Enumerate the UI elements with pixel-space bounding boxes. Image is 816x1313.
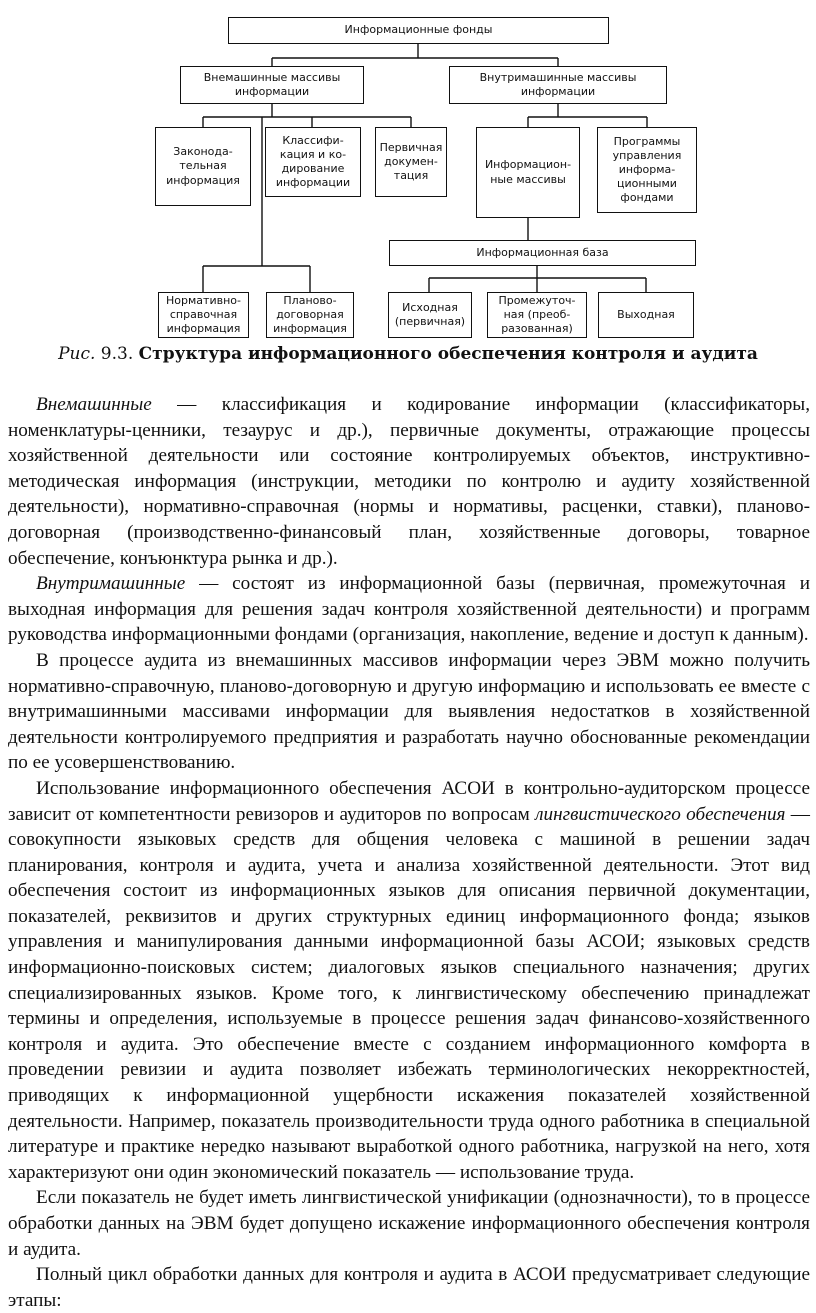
- paragraph: [8, 571, 810, 648]
- figure-caption: [0, 344, 816, 364]
- caption-title: Структура информационного обеспечения контроля и аудита: [138, 344, 758, 364]
- term: Внемашинные: [36, 394, 152, 415]
- paragraph-text: — состоят из информационной базы (первичная, промежуточная и выходная информация для решения задач контроля хозяйственной деятельности) и программ руководства информационными фондами (организация, накопление, ведение и доступ к данным).: [8, 573, 810, 646]
- term: лингвистического обеспечения: [535, 803, 786, 825]
- paragraph: [8, 1262, 810, 1313]
- paragraph-text: — совокупности языковых средств для общения человека с машиной в решении задач планирования, контроля и аудита, учета и анализа хозяйственной деятельности. Этот вид обеспечения состоит из информационных языков для описания первичной документации, показателей, реквизитов и других структурных единиц информационного фонда; языков управления и манипулирования данными информационной базы АСОИ; языковых средств информационно-поисковых систем; диалоговых языков специального назначения; других специализированных языков. Кроме того, к лингвистическому обеспечению принадлежат термины и определения, используемые в процессе решения задач финансово-хозяйственного контроля и аудита. Это обеспечение вместе с созданием информационного комфорта в проведении ревизии и аудита позволяет избежать терминологических некорректностей, приводящих к информационной ущербности искажения показателей хозяйственной деятельности. Например, показатель производительности труда одного работника в специальной литературе и практике нередко называют выработкой одного работника, нагрузкой на него, хотя характеризуют они один экономический показатель — использование труда.: [8, 803, 810, 1183]
- node-info-base: Информационная база: [389, 240, 696, 266]
- paragraph: [8, 648, 810, 776]
- node-info-arrays: Информацион- ные массивы: [476, 127, 580, 218]
- caption-prefix: Рис.: [58, 344, 96, 364]
- node-output-info: Выходная: [598, 292, 694, 338]
- node-primary-docs: Первичная докумен- тация: [375, 127, 447, 197]
- caption-number: 9.3.: [95, 344, 139, 364]
- paragraph-text: — классификация и кодирование информации (классификаторы, номенклатуры-ценники, тезаурус и др.), первичные документы, отражающие процессы хозяйственной деятельности или состояние контролируемых объектов, инструктивно-методическая информация (инструкции, методики по контролю и аудиту хозяйственной деятельности), нормативно-справочная (нормы и нормативы, расценки, ставки), планово-договорная (производственно-финансовый план, хозяйственные договоры, товарное обеспечение, конъюнктура рынка и др.).: [8, 394, 810, 569]
- node-classification-coding: Классифи- кация и ко- дирование информации: [265, 127, 361, 197]
- node-intermediate-info: Промежуточ- ная (преоб- разованная): [487, 292, 587, 338]
- node-planning-info: Планово- договорная информация: [266, 292, 354, 338]
- node-fund-programs: Программы управления информа- ционными фондами: [597, 127, 697, 213]
- node-source-info: Исходная (первичная): [388, 292, 472, 338]
- term: Внутримашинные: [36, 573, 186, 595]
- paragraph-text: Полный цикл обработки данных для контроля и аудита в АСОИ предусматривает следующие этапы:: [8, 1264, 810, 1311]
- paragraph-text: Если показатель не будет иметь лингвистической унификации (однозначности), то в процессе обработки данных на ЭВМ будет допущено искажение информационного обеспечения контроля и аудита.: [8, 1187, 810, 1260]
- node-external-arrays: Внемашинные массивы информации: [180, 66, 364, 104]
- structure-diagram: [0, 0, 816, 345]
- node-normative-info: Нормативно- справочная информация: [158, 292, 249, 338]
- node-legislative-info: Законода- тельная информация: [155, 127, 251, 206]
- paragraph: [8, 392, 810, 571]
- paragraph-text: В процессе аудита из внемашинных массивов информации через ЭВМ можно получить нормативно-справочную, планово-договорную и другую информацию и использовать ее вместе с внутримашинными массивами информации для выявления недостатков в хозяйственной деятельности контролируемого предприятия и разработать научно обоснованные рекомендации по ее усовершенствованию.: [8, 649, 810, 774]
- paragraph: [8, 1185, 810, 1262]
- paragraph-text: Использование информационного обеспечения АСОИ в контрольно-аудиторском процессе зависит от компетентности ревизоров и аудиторов по вопросам: [8, 777, 810, 825]
- node-internal-arrays: Внутримашинные массивы информации: [449, 66, 667, 104]
- paragraph: [8, 776, 810, 1186]
- body-text: [8, 392, 810, 1313]
- node-information-funds: Информационные фонды: [228, 17, 609, 44]
